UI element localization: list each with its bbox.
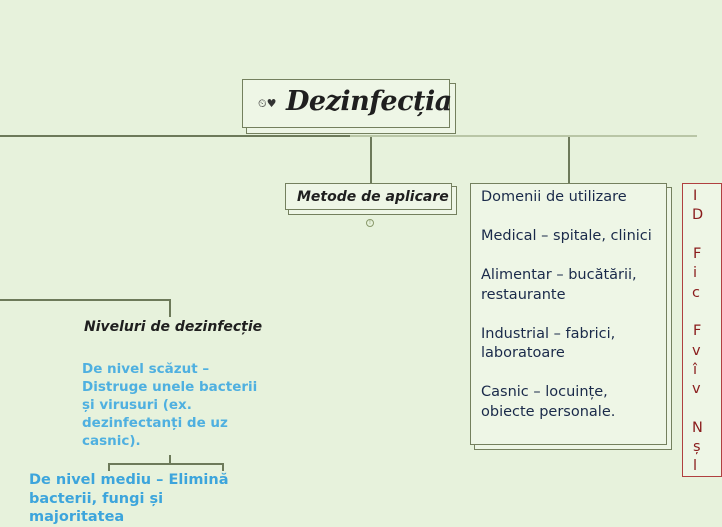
domenii-line: Domenii de utilizare <box>481 189 627 205</box>
connector-main-right <box>350 135 697 137</box>
red-node-text: ș <box>693 439 701 455</box>
red-node-text: I <box>693 188 698 204</box>
title-node-label: Dezinfecția <box>286 86 452 117</box>
red-node-text: c <box>692 285 700 301</box>
connector-sub-left <box>108 463 110 471</box>
red-node-text: v <box>692 381 701 397</box>
red-node-text: v <box>692 343 701 359</box>
domenii-node-text <box>481 188 661 422</box>
connector-main-left <box>0 135 350 137</box>
niveluri-node-label[interactable]: Niveluri de dezinfecție <box>84 319 263 335</box>
nivel-scazut-node[interactable]: De nivel scăzut – Distruge unele bacterii și virusuri (ex. dezinfectanți de uz casnic). <box>82 361 258 449</box>
connector-niveluri-v <box>169 299 171 317</box>
red-node-text: l <box>693 458 698 474</box>
connector-niveluri-h <box>0 299 171 301</box>
domenii-line: Medical – spitale, clinici <box>481 228 652 244</box>
red-node-text: N <box>692 420 703 436</box>
red-node-text: F <box>693 246 702 262</box>
red-node-text: F <box>693 323 702 339</box>
red-node-text: î <box>693 362 698 378</box>
expand-toggle-icon[interactable]: ! <box>366 219 374 227</box>
domenii-line: Casnic – locuințe, obiecte personale. <box>481 384 616 420</box>
domenii-line: Industrial – fabrici, laboratoare <box>481 325 616 361</box>
connector-sub-h <box>108 463 224 465</box>
domenii-line: Alimentar – bucătării, restaurante <box>481 267 637 303</box>
nivel-mediu-node[interactable]: De nivel mediu – Elimină bacterii, fungi și majoritatea <box>29 472 229 525</box>
red-node-text: D <box>692 207 704 223</box>
connector-metode <box>370 137 372 183</box>
title-node-icons: ⏲♥ <box>258 97 277 110</box>
connector-domenii <box>568 137 570 183</box>
metode-node-label: Metode de aplicare <box>297 189 449 205</box>
connector-sub-right <box>222 463 224 471</box>
red-node-text: i <box>693 265 698 281</box>
